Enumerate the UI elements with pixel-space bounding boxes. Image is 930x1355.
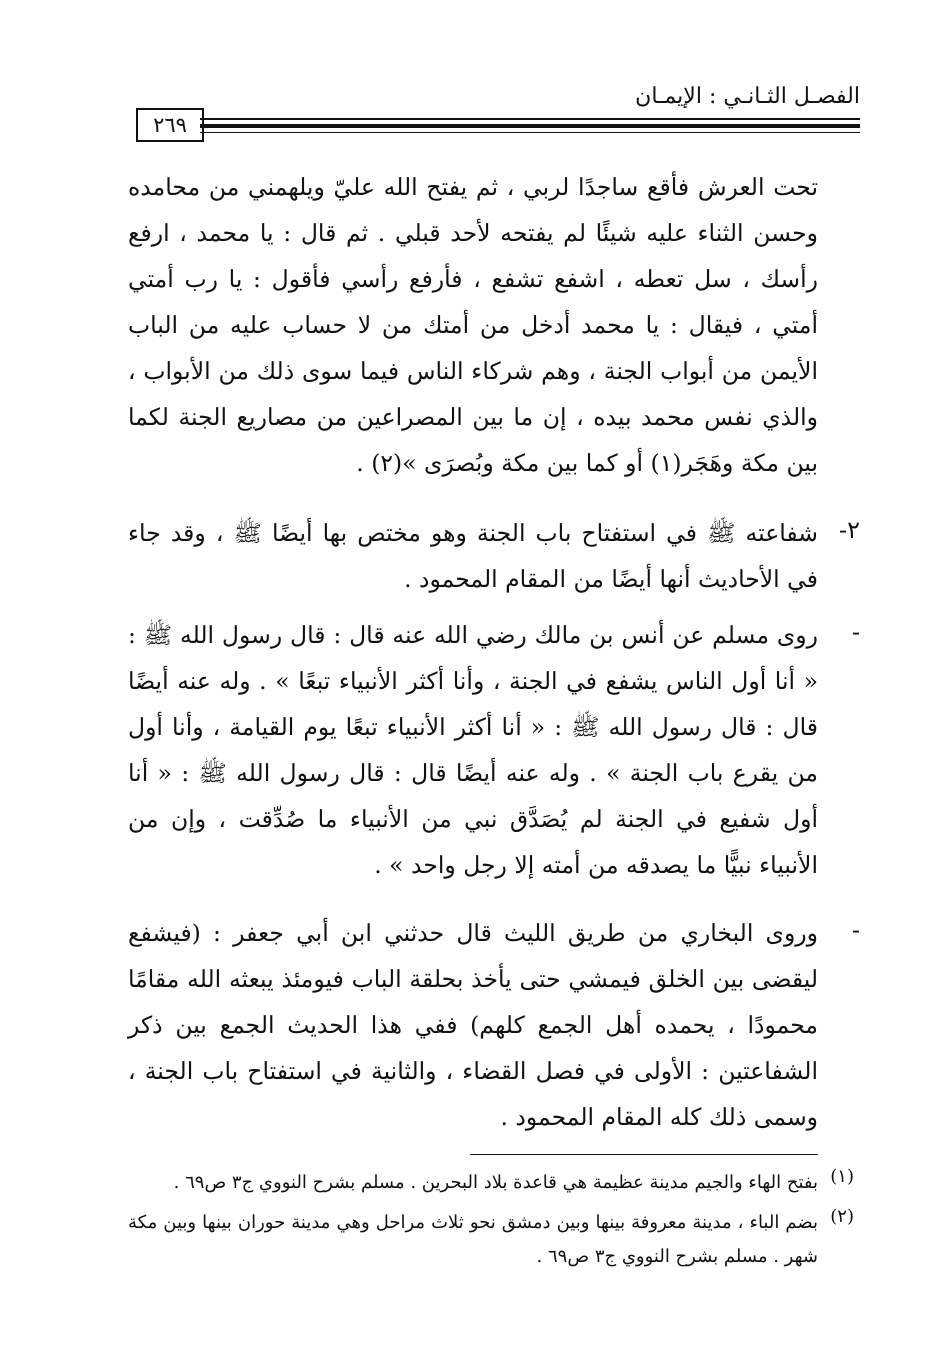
- footnote-1: بفتح الهاء والجيم مدينة عظيمة هي قاعدة بلاد البحرين . مسلم بشرح النووي ج٣ ص٦٩ .: [173, 1172, 818, 1193]
- footnote-2: بضم الباء ، مدينة معروفة بينها وبين دمشق نحو ثلاث مراحل وهي مدينة حوران بينها وبين مكة شهر . مسلم بشرح النووي ج٣ ص٦٩ .: [128, 1212, 818, 1267]
- footnote-2-number: (٢): [830, 1206, 854, 1227]
- paragraph-2: شفاعته ﷺ في استفتاح باب الجنة وهو مختص بها أيضًا ﷺ ، وقد جاء في الأحاديث أنها أيضًا من المقام المحمود .: [128, 519, 818, 593]
- paragraph-4: وروى البخاري من طريق الليث قال حدثني ابن أبي جعفر : (فيشفع ليقضى بين الخلق فيمشي حتى يأخذ بحلقة الباب فيومئذ يبعثه الله مقامًا محمودًا ، يحمده أهل الجمع كلهم) ففي هذا الحديث الجمع بين ذكر الشفاعتين : الأولى في فصل القضاء ، والثانية في استفتاح باب الجنة ، وسمى ذلك كله المقام المحمود .: [128, 919, 818, 1131]
- dash-marker-2: -: [851, 916, 860, 944]
- header-rule-thin: [200, 132, 860, 133]
- header-rule-thick: [200, 124, 860, 128]
- paragraph-3: روى مسلم عن أنس بن مالك رضي الله عنه قال : قال رسول الله ﷺ : « أنا أول الناس يشفع في الجنة ، وأنا أكثر الأنبياء تبعًا » . وله عنه أيضًا قال : قال رسول الله ﷺ : « أنا أكثر الأنبياء تبعًا يوم القيامة ، وأنا أول من يقرع باب الجنة » . وله عنه أيضًا قال : قال رسول الله ﷺ : « أنا أول شفيع في الجنة لم يُصَدَّق نبي من الأنبياء ما صُدِّقت ، وإن من الأنبياء نبيًّا ما يصدقه من أمته إلا رجل واحد » .: [128, 621, 818, 879]
- chapter-title: الفصـل الثـانـي : الإيمـان: [635, 84, 860, 109]
- paragraph-1: تحت العرش فأقع ساجدًا لربي ، ثم يفتح الله عليّ ويلهمني من محامده وحسن الثناء عليه شيئًا لم يفتحه لأحد قبلي . ثم قال : يا محمد ، ارفع رأسك ، سل تعطه ، اشفع تشفع ، فأرفع رأسي فأقول : يا رب أمتي أمتي ، فيقال : يا محمد أدخل من أمتك من لا حساب عليه من الباب الأيمن من أبواب الجنة ، وهم شركاء الناس فيما سوى ذلك من الأبواب ، والذي نفس محمد بيده ، إن ما بين المصراعين من مصاريع الجنة لكما بين مكة وهَجَر(١) أو كما بين مكة وبُصرَى »(٢) .: [128, 173, 818, 477]
- page-number: ٢٦٩: [136, 108, 204, 142]
- list-marker-2: ٢-: [839, 516, 860, 544]
- dash-marker-1: -: [851, 618, 860, 646]
- footnote-1-number: (١): [830, 1166, 854, 1187]
- footnote-divider: [470, 1154, 818, 1155]
- header-rule: [200, 118, 860, 120]
